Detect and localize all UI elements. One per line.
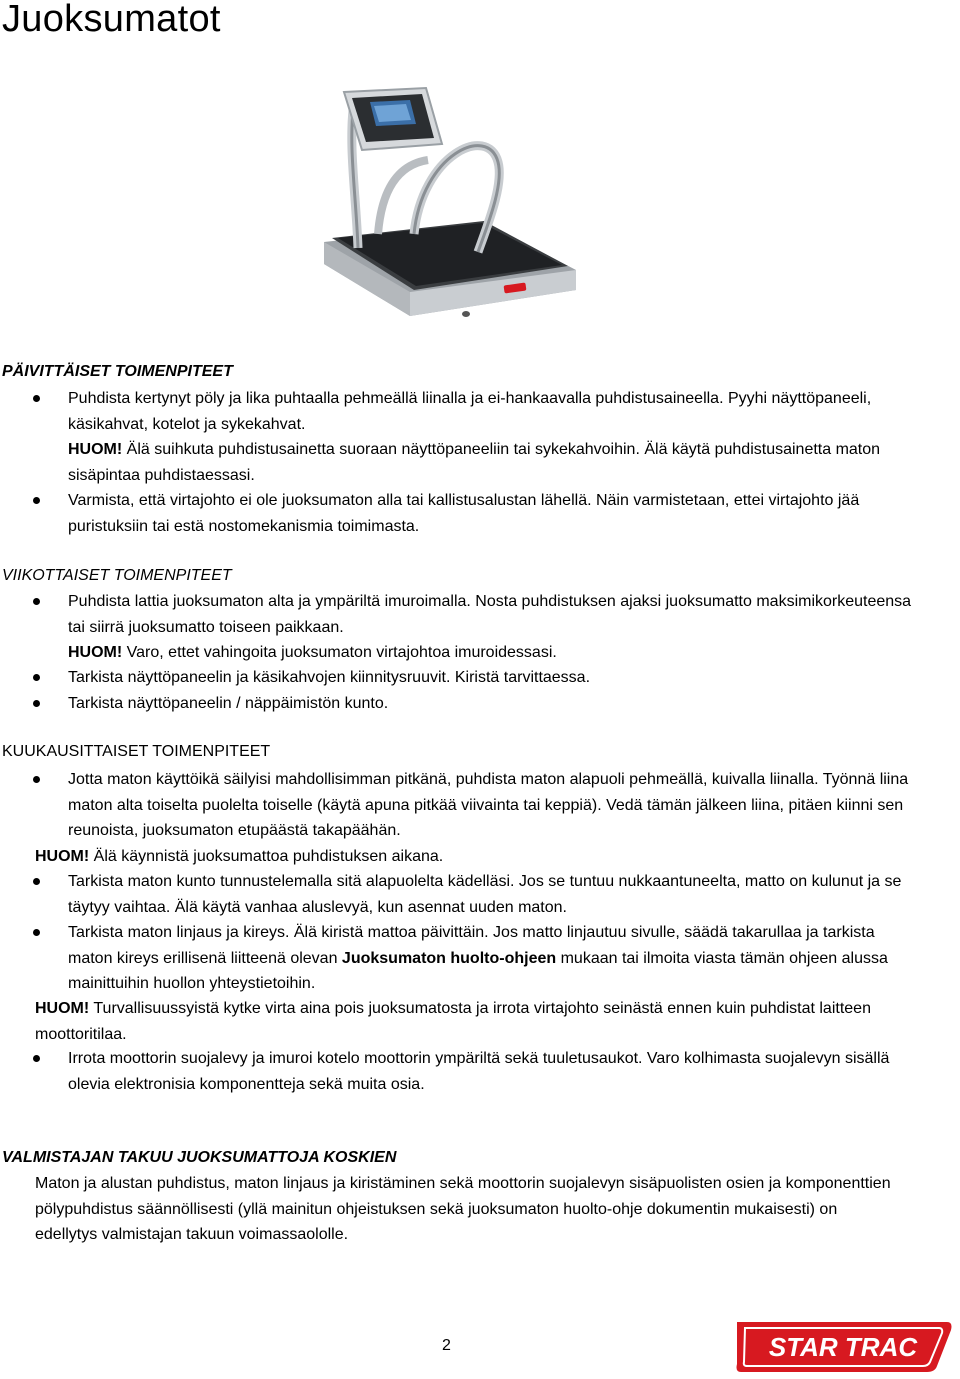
bullet-icon: [33, 878, 40, 885]
warranty-text: Maton ja alustan puhdistus, maton linjaus ja kiristäminen sekä moottorin suojalevyn sisäpuolisten osien ja komponenttien pölypuhdistus säännöllisesti (yllä mainitun ohjeistuksen sekä juoksumaton huolto-ohje dokumentin mukaisesti) on edellytys valmistajan takuun voimassaololle.: [35, 1175, 891, 1243]
weekly-note: HUOM! Varo, ettet vahingoita juoksumaton virtajohtoa imuroidessasi.: [68, 644, 557, 661]
weekly-heading: VIIKOTTAISET TOIMENPITEET: [2, 567, 232, 584]
monthly-list: [0, 767, 920, 844]
bullet-icon: [33, 776, 40, 783]
monthly-list-2: [0, 869, 920, 997]
bullet-icon: [33, 395, 40, 402]
list-item: Tarkista näyttöpaneelin ja käsikahvojen kiinnitysruuvit. Kiristä tarvittaessa.: [0, 665, 920, 691]
treadmill-image: [318, 84, 584, 320]
star-trac-logo: [733, 1318, 955, 1374]
weekly-list: [0, 589, 920, 640]
monthly-note-2: HUOM! Turvallisuussyistä kytke virta aina pois juoksumatosta ja irrota virtajohto seinästä ennen kuin puhdistat laitteen moottoritilaa.: [35, 1000, 871, 1043]
daily-note: HUOM! Älä suihkuta puhdistusainetta suoraan näyttöpaneeliin tai sykekahvoihin. Älä käytä puhdistusainetta maton sisäpintaa puhdistaessasi.: [68, 441, 881, 484]
list-item: Varmista, että virtajohto ei ole juoksumaton alla tai kallistusalustan lähellä. Näin varmistetaan, ettei virtajohto jää puristuksiin tai estä nostomekanismia toimimasta.: [0, 488, 920, 539]
monthly-note-1: HUOM! Älä käynnistä juoksumattoa puhdistuksen aikana.: [35, 848, 444, 865]
monthly-heading: KUUKAUSITTAISET TOIMENPITEET: [2, 743, 271, 760]
logo-text: STAR TRAC: [768, 1332, 918, 1362]
weekly-list-2: [0, 665, 920, 716]
list-item: Jotta maton käyttöikä säilyisi mahdollisimman pitkänä, puhdista maton alapuoli pehmeällä, kuivalla liinalla. Työnnä liina maton alta toiselta puolelta toiselle (käytä apuna pitkää viivainta tai keppiä). Vedä tämän jälkeen liina, pitäen kiinni sen reunoista, juoksumaton etupäästä takapäähän.: [0, 767, 920, 844]
warranty-heading: VALMISTAJAN TAKUU JUOKSUMATTOJA KOSKIEN: [2, 1149, 397, 1166]
bullet-icon: [33, 674, 40, 681]
bullet-icon: [33, 929, 40, 936]
bullet-icon: [33, 497, 40, 504]
page-number: 2: [442, 1337, 451, 1354]
bullet-icon: [33, 700, 40, 707]
list-item: Tarkista maton linjaus ja kireys. Älä kiristä mattoa päivittäin. Jos matto linjautuu sivulle, säädä takarullaa ja tarkista maton kireys erillisenä liitteenä olevan Juoksumaton huolto-ohjeen mukaan tai ilmoita viasta tämän ohjeen alussa mainittuihin huollon yhteystietoihin.: [0, 920, 920, 997]
list-item: Puhdista kertynyt pöly ja lika puhtaalla pehmeällä liinalla ja ei-hankaavalla puhdistusaineella. Pyyhi näyttöpaneeli, käsikahvat, kotelot ja sykekahvat.: [0, 386, 920, 437]
list-item: Tarkista näyttöpaneelin / näppäimistön kunto.: [0, 691, 920, 717]
daily-list: [0, 386, 920, 437]
list-item: Puhdista lattia juoksumaton alta ja ympäriltä imuroimalla. Nosta puhdistuksen ajaksi juoksumatto maksimikorkeuteensa tai siirrä juoksumatto toiseen paikkaan.: [0, 589, 920, 640]
list-item: Irrota moottorin suojalevy ja imuroi kotelo moottorin ympäriltä sekä tuuletusaukot. Varo kolhimasta suojalevyn sisällä olevia elektronisia komponentteja sekä muita osia.: [0, 1046, 920, 1097]
daily-list-2: [0, 488, 920, 539]
daily-heading: PÄIVITTÄISET TOIMENPITEET: [2, 363, 233, 380]
bullet-icon: [33, 598, 40, 605]
bullet-icon: [33, 1055, 40, 1062]
page-title: Juoksumatot: [2, 0, 221, 40]
list-item: Tarkista maton kunto tunnustelemalla sitä alapuolelta kädelläsi. Jos se tuntuu nukkaantuneelta, matto on kulunut ja se täytyy vaihtaa. Älä käytä vanhaa aluslevyä, kun asennat uuden maton.: [0, 869, 920, 920]
service-manual-reference: Juoksumaton huolto-ohjeen: [341, 949, 557, 967]
monthly-list-3: [0, 1046, 920, 1097]
